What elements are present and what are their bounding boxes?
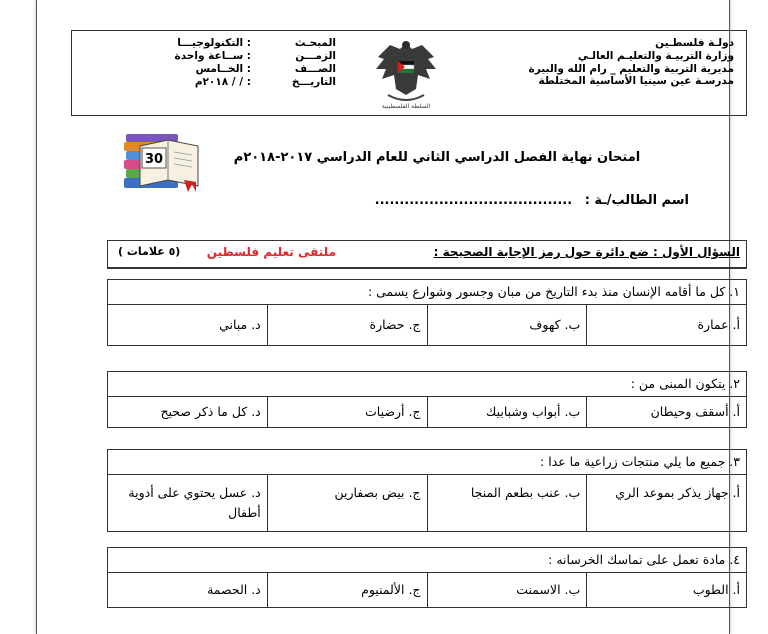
option-c[interactable]: ج. حضارة <box>267 305 427 345</box>
option-b[interactable]: ب. كهوف <box>427 305 587 345</box>
option-d[interactable]: د. مباني <box>219 317 261 332</box>
student-name-field[interactable]: ........................................ <box>374 193 573 208</box>
books-score-icon <box>122 128 202 194</box>
student-name-label: اسم الطالب/ـة : <box>584 193 689 208</box>
option-c[interactable]: ج. الألمنيوم <box>267 573 427 607</box>
option-d[interactable]: د. عسل يحتوي على أدوية أطفال <box>128 485 261 520</box>
date-value: : / / ٢٠١٨م <box>194 76 251 88</box>
question-one-title: السؤال الأول : ضع دائرة حول رمز الإجابة الصحيحة : <box>433 245 740 259</box>
date-row <box>86 76 336 89</box>
question-stem: ٢. يتكون المبنى من : <box>108 372 746 397</box>
exam-page <box>36 0 740 634</box>
ministry-line: وزارة التربيـة والتعليـم العالـي <box>577 49 734 62</box>
header-box <box>71 30 747 116</box>
question-one-header <box>107 240 747 269</box>
grade-value: : الخــامس <box>195 63 251 75</box>
option-a[interactable]: أ. عمارة <box>586 305 746 345</box>
question-stem: ١. كل ما أقامه الإنسان منذ بدء التاريخ من مبان وجسور وشوارع يسمى : <box>108 280 746 305</box>
option-b[interactable]: ب. أبواب وشبابيك <box>427 397 587 427</box>
option-d[interactable]: د. كل ما ذكر صحيح <box>160 404 261 419</box>
palestine-eagle-emblem <box>370 35 442 111</box>
grade-row <box>86 63 336 76</box>
subject-row <box>86 37 336 50</box>
source-label: ملتقى تعليم فلسطين <box>206 245 336 259</box>
subject-label: المبحـث <box>294 37 336 49</box>
time-label: الزمـــن <box>295 50 336 62</box>
svg-text:السلطة الفلسطينية: السلطة الفلسطينية <box>381 103 431 110</box>
grade-label: الصـــف <box>294 63 336 75</box>
question-4 <box>107 547 747 608</box>
question-3 <box>107 449 747 532</box>
option-a[interactable]: أ. الطوب <box>586 573 746 607</box>
option-a[interactable]: أ. جهاز يذكر بموعد الري <box>586 475 746 531</box>
exam-title: امتحان نهاية الفصل الدراسي الثاني للعام الدراسي ٢٠١٧-٢٠١٨م <box>233 150 641 165</box>
student-name-row <box>375 193 689 208</box>
question-stem: ٣. جميع ما يلي منتجات زراعية ما عدا : <box>108 450 746 475</box>
option-a[interactable]: أ. أسقف وحيطان <box>586 397 746 427</box>
date-label: التاريـــخ <box>291 76 336 88</box>
ministry-line: دولـة فلسطـين <box>655 37 734 49</box>
ministry-line: مدرسـة عين سينيا الأساسية المختلطة <box>538 75 734 88</box>
exam-info <box>86 37 336 89</box>
score-box: 30 <box>144 152 164 167</box>
question-stem: ٤. مادة تعمل على تماسك الخرسانه : <box>108 548 746 573</box>
time-row <box>86 50 336 63</box>
question-2 <box>107 371 747 428</box>
ministry-line: مديرية التربية والتعليم _ رام الله والبيرة <box>528 62 734 75</box>
time-value: : ســاعة واحدة <box>174 50 251 62</box>
ministry-info <box>479 37 734 88</box>
question-1 <box>107 279 747 346</box>
option-b[interactable]: ب. عنب بطعم المنجا <box>427 475 587 531</box>
subject-value: : التكنولوجيـــا <box>177 37 251 49</box>
marks-label: (٥ علامات ) <box>118 245 181 258</box>
option-b[interactable]: ب. الاسمنت <box>427 573 587 607</box>
option-d[interactable]: د. الحصمة <box>207 582 261 597</box>
option-c[interactable]: ج. بيض بصفارين <box>267 475 427 531</box>
option-c[interactable]: ج. أرضيات <box>267 397 427 427</box>
